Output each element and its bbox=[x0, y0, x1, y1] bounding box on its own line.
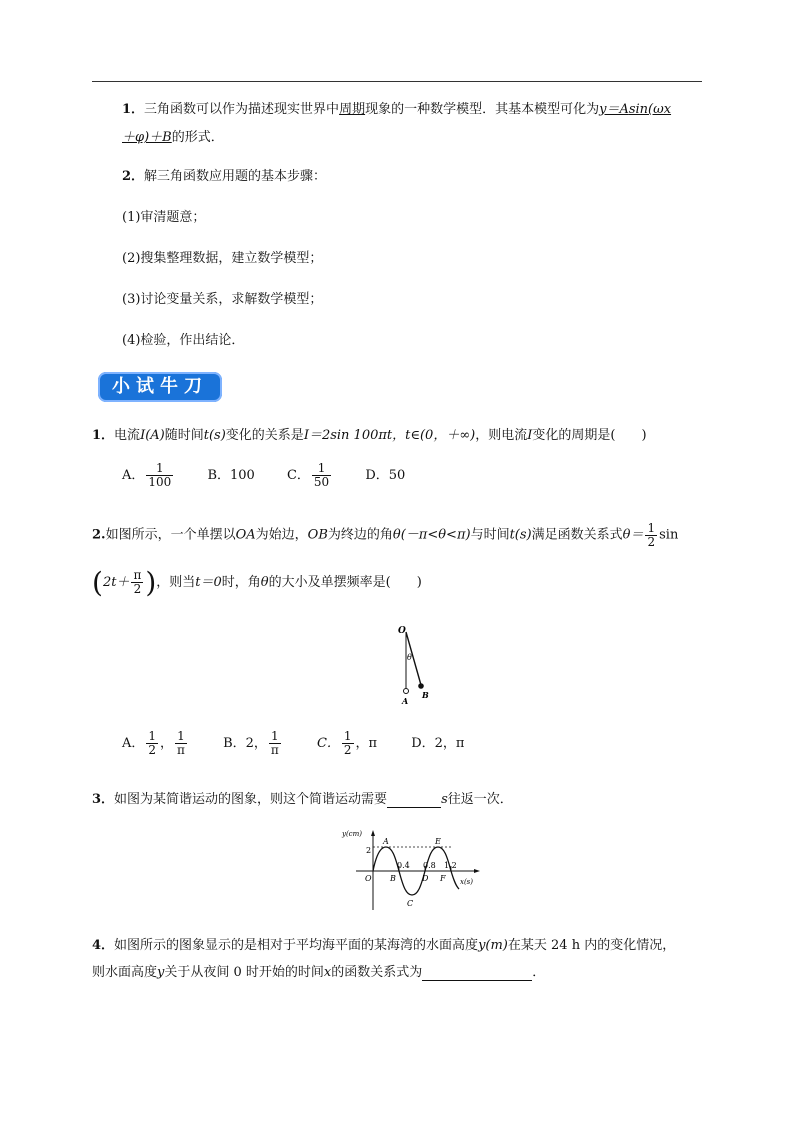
denominator: π bbox=[270, 742, 279, 757]
denominator: 2 bbox=[647, 534, 656, 549]
numerator: 1 bbox=[175, 730, 187, 744]
denominator: π bbox=[177, 742, 185, 757]
denominator: 2 bbox=[133, 582, 142, 596]
unit: s bbox=[441, 792, 448, 807]
numerator: 1 bbox=[647, 521, 656, 535]
q2-options bbox=[122, 730, 464, 756]
math-formula: I＝2sin 100πt，t∈(0，＋∞) bbox=[303, 428, 476, 443]
numerator: 1 bbox=[148, 729, 157, 743]
label-theta: θ bbox=[407, 653, 412, 662]
answer-blank[interactable] bbox=[422, 965, 532, 981]
item-number: 1． bbox=[122, 102, 145, 117]
point-c-label: C bbox=[407, 899, 414, 908]
text: 的函数关系式为 bbox=[331, 965, 423, 980]
text: 则水面高度 bbox=[92, 965, 158, 980]
text: 如图所示的图象显示的是相对于平均海平面的某海湾的水面高度 bbox=[114, 938, 479, 953]
answer-underline: 周期 bbox=[339, 102, 366, 117]
point-d-label: D bbox=[422, 874, 429, 883]
math: I(A) bbox=[140, 428, 165, 443]
option-label: A． bbox=[122, 735, 145, 751]
text: 满足函数关系式 bbox=[531, 527, 623, 543]
option-label: C． bbox=[316, 735, 340, 751]
math: x bbox=[323, 965, 332, 980]
answer-formula: ＋φ)＋B bbox=[122, 130, 172, 145]
text: ． bbox=[532, 965, 546, 980]
section-badge: 小试牛刀 bbox=[98, 372, 222, 402]
numerator: π bbox=[133, 568, 142, 583]
question-number: 4． bbox=[92, 938, 115, 953]
concept-2 bbox=[122, 165, 326, 184]
text: 在某天 24 h 内的变化情况， bbox=[507, 938, 676, 953]
question-number: 3． bbox=[92, 792, 115, 807]
option-b[interactable]: B．100 bbox=[207, 467, 255, 483]
question-4-line2 bbox=[92, 961, 545, 981]
text: 的形式． bbox=[171, 130, 224, 145]
text: 往返一次． bbox=[447, 792, 513, 807]
denominator: 2 bbox=[343, 742, 352, 757]
question-number: 2. bbox=[92, 527, 106, 543]
shm-graph bbox=[340, 826, 485, 914]
text: 与时间 bbox=[470, 527, 510, 543]
x-axis-label: x(s) bbox=[460, 878, 474, 886]
math: I bbox=[527, 428, 533, 443]
option-label: A． bbox=[122, 467, 145, 483]
concept-1-line1 bbox=[122, 98, 671, 117]
text: 如图所示，一个单摆以 bbox=[105, 527, 236, 543]
option-label: B．2， bbox=[223, 735, 267, 751]
text: 解三角函数应用题的基本步骤： bbox=[144, 169, 327, 184]
answer-blank[interactable] bbox=[387, 792, 441, 808]
option-b[interactable] bbox=[223, 729, 283, 757]
q1-options bbox=[122, 462, 405, 488]
option-d[interactable]: D．2，π bbox=[411, 735, 465, 751]
step-3: (3)讨论变量关系，求解数学模型； bbox=[122, 292, 323, 307]
step-1: (1)审清题意； bbox=[122, 210, 206, 225]
question-2-line2 bbox=[92, 566, 422, 599]
math: sin bbox=[659, 527, 679, 543]
fraction bbox=[342, 730, 354, 756]
y-axis-label: y(cm) bbox=[342, 830, 362, 838]
tick-label-1.2: 1.2 bbox=[444, 861, 457, 870]
answer-formula: y＝A bbox=[599, 102, 629, 117]
point-a-label: A bbox=[383, 837, 389, 846]
question-3 bbox=[92, 788, 513, 808]
option-tail: ，π bbox=[355, 735, 378, 751]
numerator: 1 bbox=[343, 729, 352, 743]
text: ，则电流 bbox=[475, 428, 528, 443]
fraction bbox=[645, 522, 657, 548]
fraction bbox=[312, 462, 331, 488]
point-b-label: B bbox=[390, 874, 396, 883]
tick-label-0.8: 0.8 bbox=[423, 861, 436, 870]
pendulum-figure bbox=[390, 622, 440, 710]
math: t(s) bbox=[203, 428, 226, 443]
fraction bbox=[146, 462, 173, 488]
text: 变化的周期是( ) bbox=[532, 428, 647, 443]
option-a[interactable] bbox=[122, 729, 189, 757]
point-a-bob bbox=[404, 689, 409, 694]
fraction bbox=[175, 730, 187, 756]
question-1 bbox=[92, 424, 647, 443]
math: y bbox=[157, 965, 165, 980]
fraction bbox=[269, 730, 281, 756]
text: 为始边， bbox=[255, 527, 308, 543]
question-4-line1 bbox=[92, 934, 675, 953]
option-a[interactable] bbox=[122, 461, 175, 489]
answer-formula: sin(ωx bbox=[628, 102, 672, 117]
point-b-bob bbox=[418, 683, 424, 689]
point-e-label: E bbox=[435, 837, 441, 846]
math: OA bbox=[235, 527, 256, 543]
text: 为终边的角 bbox=[327, 527, 393, 543]
step-2: (2)搜集整理数据，建立数学模型； bbox=[122, 251, 323, 266]
text: 的大小及单摆频率是( ) bbox=[268, 575, 422, 590]
math: θ bbox=[260, 575, 269, 590]
text: 变化的关系是 bbox=[225, 428, 304, 443]
fraction bbox=[146, 730, 158, 756]
denominator: 100 bbox=[148, 474, 172, 489]
question-2-line1 bbox=[92, 522, 678, 548]
denominator: 50 bbox=[313, 474, 330, 489]
point-f-label: F bbox=[440, 874, 446, 883]
x-axis-arrow bbox=[474, 869, 480, 873]
label-b: B bbox=[422, 690, 429, 700]
text: 时，角 bbox=[221, 575, 261, 590]
math: θ＝ bbox=[622, 527, 644, 543]
math: y(m) bbox=[478, 938, 508, 953]
math: t(s) bbox=[509, 527, 532, 543]
text: 随时间 bbox=[164, 428, 204, 443]
text: ，则当 bbox=[156, 575, 196, 590]
text: 关于从夜间 0 时开始的时间 bbox=[164, 965, 324, 980]
option-d[interactable]: D．50 bbox=[365, 467, 406, 483]
text: 电流 bbox=[114, 428, 141, 443]
numerator: 1 bbox=[269, 730, 281, 744]
concept-1-line2 bbox=[122, 126, 224, 145]
y-axis-arrow bbox=[371, 830, 375, 836]
math: 2t＋ bbox=[102, 575, 130, 590]
paren-open: ( bbox=[92, 566, 103, 599]
math: OB bbox=[307, 527, 328, 543]
math: t＝0 bbox=[195, 575, 222, 590]
option-label: C． bbox=[286, 467, 310, 483]
text: 三角函数可以作为描述现实世界中 bbox=[144, 102, 340, 117]
header-rule bbox=[92, 81, 702, 82]
option-c[interactable] bbox=[286, 461, 333, 489]
label-a: A bbox=[402, 696, 409, 706]
math: θ(－π<θ<π) bbox=[392, 527, 471, 543]
origin-label: O bbox=[365, 874, 372, 883]
numerator: 1 bbox=[146, 462, 173, 476]
question-number: 1． bbox=[92, 428, 115, 443]
option-c[interactable] bbox=[316, 729, 378, 757]
numerator: 1 bbox=[312, 462, 331, 476]
text: 如图为某简谐运动的图象，则这个简谐运动需要 bbox=[114, 792, 388, 807]
denominator: 2 bbox=[148, 742, 157, 757]
text: 现象的一种数学模型．其基本模型可化为 bbox=[365, 102, 600, 117]
item-number: 2． bbox=[122, 169, 145, 184]
label-o: O bbox=[398, 626, 406, 636]
paren-close: ) bbox=[145, 566, 157, 599]
fraction bbox=[131, 569, 143, 595]
separator: ， bbox=[160, 735, 174, 751]
tick-label-0.4: 0.4 bbox=[397, 861, 410, 870]
amplitude-label: 2 bbox=[366, 846, 372, 855]
step-4: (4)检验，作出结论． bbox=[122, 333, 245, 348]
